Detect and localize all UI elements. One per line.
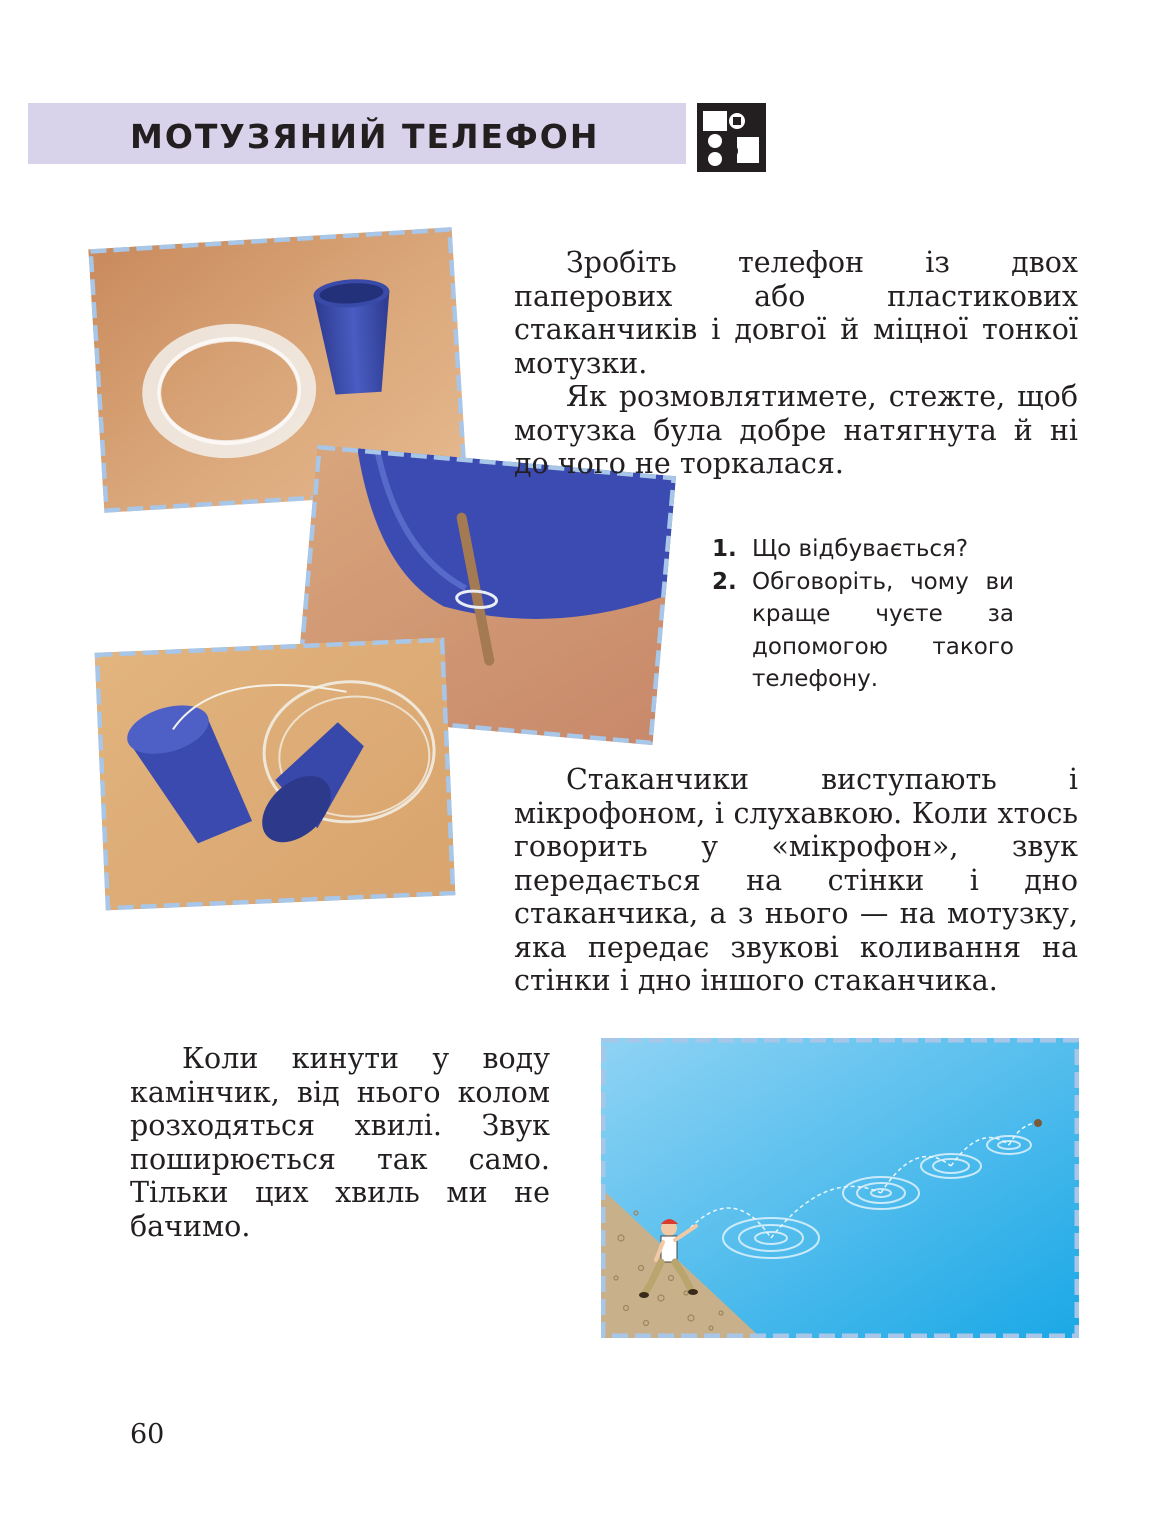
explanation-paragraph: Стаканчики виступають і мікрофоном, і слухавкою. Коли хтось говорить у «мікрофон», звук передається на стінки і дно стаканчика, а з нього — на мотузку, яка передає звукові коливання на стінки і дно іншого стаканчика. — [514, 763, 1078, 997]
illustration-stone-ripples — [601, 1038, 1079, 1338]
section-title-band — [28, 103, 686, 164]
question-item-1 — [712, 533, 1014, 566]
page-number: 60 — [130, 1419, 165, 1450]
intro-text-block — [514, 246, 1078, 481]
intro-paragraph-2: Як розмовлятимете, стежте, щоб мотузка була добре натягнута й ні до чого не торкалася. — [514, 380, 1078, 480]
waves-paragraph: Коли кинути у воду камінчик, від нього колом розходяться хвилі. Звук поширюється так само. Тільки цих хвиль ми не бачимо. — [130, 1042, 550, 1243]
question-item-2 — [712, 566, 1014, 696]
question-text: Обговоріть, чому ви краще чуєте за допомогою такого телефону. — [752, 568, 1014, 692]
waves-text-block — [130, 1042, 550, 1243]
question-number: 2. — [712, 568, 737, 595]
questions-list — [712, 533, 1014, 696]
question-text: Що відбувається? — [752, 536, 969, 562]
explanation-text-block — [514, 763, 1078, 998]
intro-paragraph-1: Зробіть телефон із двох паперових або пластикових стаканчиків і довгої й міцної тонкої мотузки. — [514, 246, 1078, 380]
puzzle-icon — [697, 103, 766, 172]
section-title: МОТУЗЯНИЙ ТЕЛЕФОН — [130, 117, 600, 156]
question-number: 1. — [712, 536, 737, 562]
photo-two-cups-with-string — [95, 637, 456, 910]
